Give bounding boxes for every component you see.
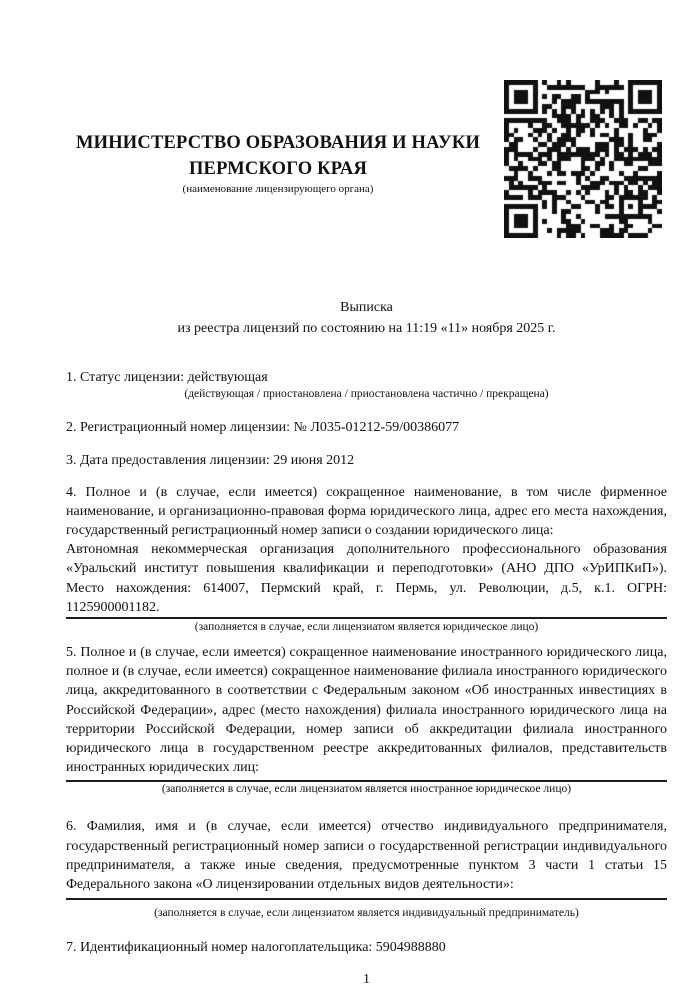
fill-line-individual-entrepreneur xyxy=(66,898,667,900)
field-grant-date: 3. Дата предоставления лицензии: 29 июня 2012 xyxy=(66,453,355,469)
document-title-line2: из реестра лицензий по состоянию на 11:19 «11» ноября 2025 г. xyxy=(177,321,556,336)
ministry-name-line2: ПЕРМСКОГО КРАЯ xyxy=(188,158,368,179)
field-license-status: 1. Статус лицензии: действующая xyxy=(66,370,268,385)
fill-line-legal-entity xyxy=(66,617,667,619)
document-title xyxy=(66,297,667,339)
ministry-caption: (наименование лицензирующего органа) xyxy=(182,183,374,195)
field-foreign-entity-clause: 5. Полное и (в случае, если имеется) сокращенное наименование иностранного юридического лица, полное и (в случае, если имеется) сокращенное наименование филиала иностранного юридического лица, аккредитованного в соответствии с Федеральным законом «Об иностранных инвестициях в Российской Федерации», адрес (место нахождения) филиала иностранного юридического лица на территории Российской Федерации, номер записи об аккредитации филиала иностранного юридического лица в государственном реестре аккредитованных филиалов, представительств иностранных юридических лиц: xyxy=(66,645,667,776)
field-taxpayer-number: 7. Идентификационный номер налогоплательщика: 5904988880 xyxy=(66,940,446,956)
field-foreign-entity-note: (заполняется в случае, если лицензиатом является иностранное юридическое лицо) xyxy=(161,783,572,796)
field-registration-number: 2. Регистрационный номер лицензии: № Л035-01212-59/00386077 xyxy=(66,420,460,436)
document-body xyxy=(66,297,667,989)
field-legal-entity xyxy=(66,483,667,617)
ministry-name-line1: МИНИСТЕРСТВО ОБРАЗОВАНИЯ И НАУКИ xyxy=(75,133,481,153)
licensing-authority-header xyxy=(66,131,490,196)
qr-code-icon xyxy=(504,80,662,238)
field-individual-entrepreneur-clause: 6. Фамилия, имя и (в случае, если имеется) отчество индивидуального предпринимателя, государственный регистрационный номер записи о государственной регистрации индивидуального предпринимателя, а также иные сведения, предусмотренные пунктом 3 части 1 статьи 15 Федерального закона «О лицензировании отдельных видов деятельности»: xyxy=(66,819,667,893)
page-number: 1 xyxy=(363,972,370,988)
field-license-status-note: (действующая / приостановлена / приостановлена частично / прекращена) xyxy=(184,388,549,401)
field-legal-entity-clause: 4. Полное и (в случае, если имеется) сокращенное наименование, в том числе фирменное наименование, и организационно-правовая форма юридического лица, адрес его места нахождения, государственный регистрационный номер записи о создании юридического лица: xyxy=(66,484,667,539)
field-individual-entrepreneur-note: (заполняется в случае, если лицензиатом является индивидуальный предприниматель) xyxy=(154,907,579,920)
field-legal-entity-value: Автономная некоммерческая организация дополнительного профессионального образования «Уральский институт повышения квалификации и переподготовки» (АНО ДПО «УрИПКиП»). Место нахождения: 614007, Пермский край, г. Пермь, ул. Революции, д.5, к.1. ОГРН: 1125900001182. xyxy=(66,542,667,615)
document-title-line1: Выписка xyxy=(340,300,393,315)
field-legal-entity-note: (заполняется в случае, если лицензиатом является юридическое лицо) xyxy=(194,621,539,634)
